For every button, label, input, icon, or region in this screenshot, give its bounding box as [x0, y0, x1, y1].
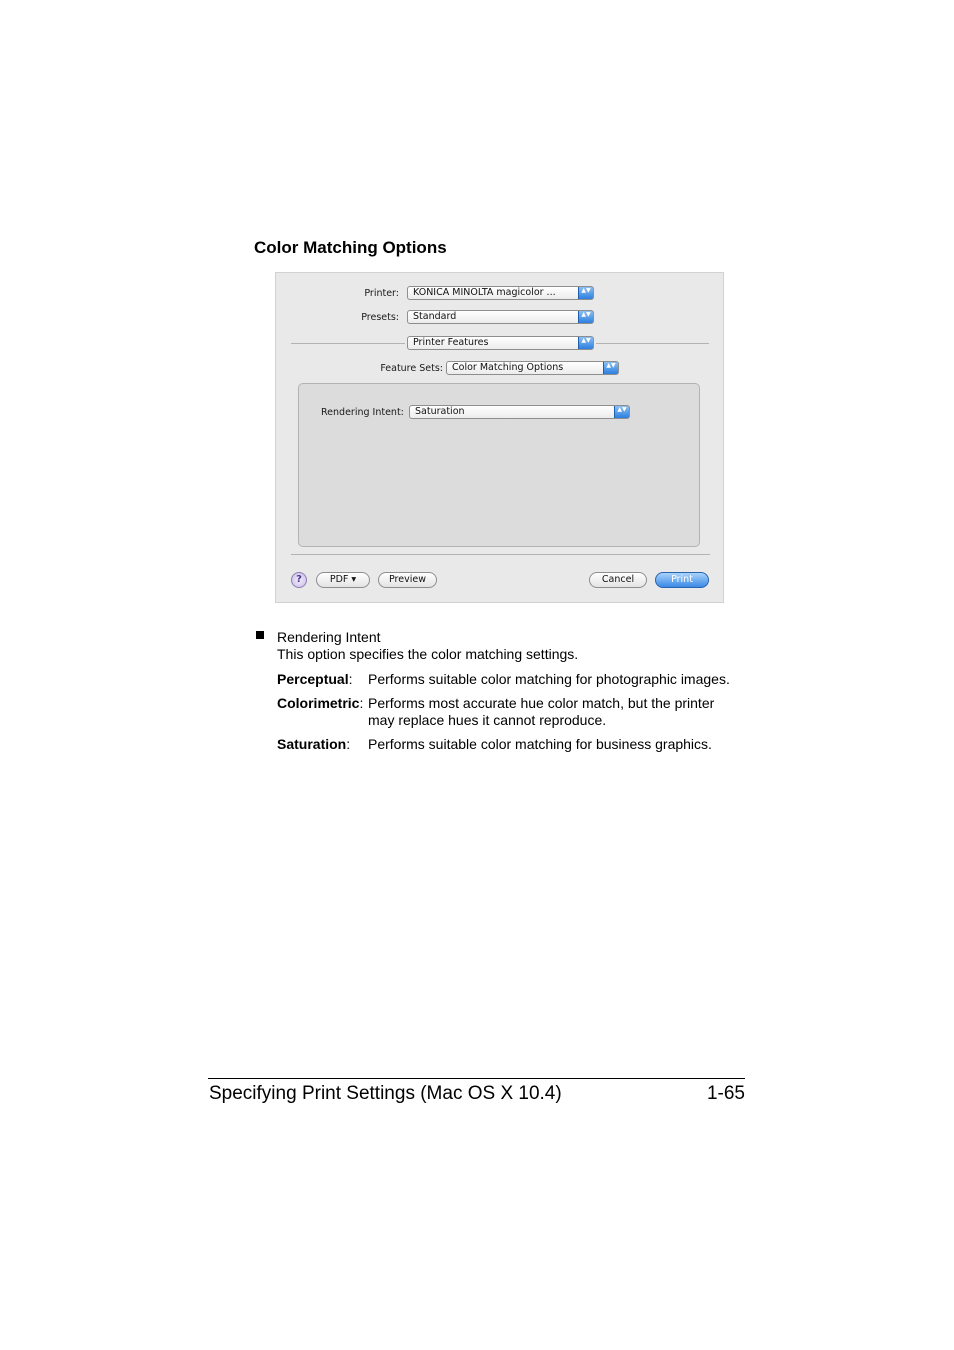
- panel-popup[interactable]: [407, 336, 594, 350]
- term-label: Perceptual: [277, 671, 349, 687]
- printer-popup[interactable]: [407, 286, 594, 300]
- popup-arrows-icon: ▲▼: [614, 405, 630, 419]
- footer-rule: [208, 1078, 745, 1079]
- term-definition: Performs most accurate hue color match, but the printer: [368, 695, 715, 711]
- help-icon[interactable]: ?: [291, 572, 307, 588]
- print-button[interactable]: Print: [655, 572, 709, 588]
- bullet-icon: [256, 631, 264, 639]
- options-panel: [298, 383, 700, 547]
- printer-value: KONICA MINOLTA magicolor ...: [413, 287, 556, 298]
- preview-button[interactable]: Preview: [378, 572, 437, 588]
- panel-value: Printer Features: [413, 337, 489, 348]
- feature-sets-label: Feature Sets:: [380, 363, 443, 374]
- page-number: 1-65: [706, 1083, 745, 1104]
- term-label: Saturation: [277, 736, 347, 752]
- presets-value: Standard: [413, 311, 457, 322]
- presets-label: Presets:: [361, 312, 399, 323]
- pdf-button[interactable]: PDF ▾: [316, 572, 370, 588]
- popup-arrows-icon: ▲▼: [603, 361, 619, 375]
- printer-label: Printer:: [364, 288, 399, 299]
- divider: [596, 343, 709, 344]
- term-row: [277, 695, 363, 711]
- popup-arrows-icon: ▲▼: [578, 286, 594, 300]
- rendering-intent-popup[interactable]: [409, 405, 630, 419]
- term-row: [277, 671, 352, 687]
- feature-sets-popup[interactable]: [446, 361, 619, 375]
- term-label: Colorimetric: [277, 695, 360, 711]
- term-separator: :: [346, 736, 351, 752]
- section-title: Color Matching Options: [254, 238, 447, 257]
- popup-arrows-icon: ▲▼: [578, 310, 594, 324]
- rendering-intent-value: Saturation: [415, 406, 465, 417]
- divider: [291, 554, 710, 555]
- presets-popup[interactable]: [407, 310, 594, 324]
- term-definition-cont: may replace hues it cannot reproduce.: [368, 712, 607, 728]
- rendering-intent-label: Rendering Intent:: [321, 407, 404, 418]
- popup-arrows-icon: ▲▼: [578, 336, 594, 350]
- footer-title: Specifying Print Settings (Mac OS X 10.4): [209, 1083, 562, 1104]
- option-description: This option specifies the color matching settings.: [277, 646, 579, 662]
- cancel-button[interactable]: Cancel: [589, 572, 647, 588]
- feature-sets-value: Color Matching Options: [452, 362, 564, 373]
- term-definition: Performs suitable color matching for business graphics.: [368, 736, 712, 752]
- term-row: [277, 736, 350, 752]
- term-separator: :: [359, 695, 364, 711]
- divider: [291, 343, 405, 344]
- option-heading: Rendering Intent: [277, 629, 381, 645]
- term-separator: :: [348, 671, 353, 687]
- term-definition: Performs suitable color matching for photographic images.: [368, 671, 730, 687]
- print-dialog: [275, 272, 724, 603]
